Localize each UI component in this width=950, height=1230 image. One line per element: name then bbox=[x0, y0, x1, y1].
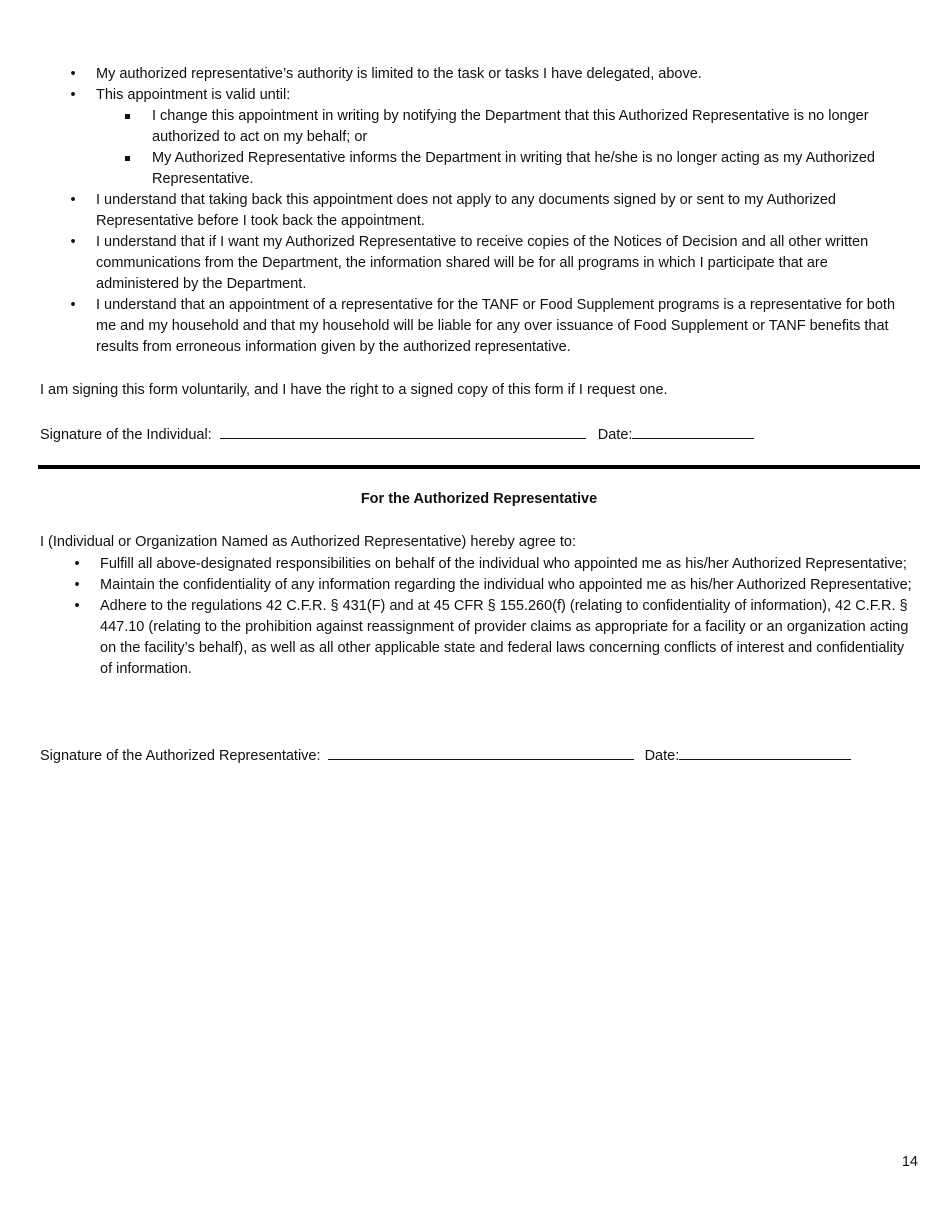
sub-list-item-text: My Authorized Representative informs the Department in writing that he/she is no longer acting as my Authorized Representative. bbox=[152, 150, 875, 187]
list-item bbox=[70, 232, 911, 295]
bullet-icon: • bbox=[70, 87, 76, 103]
representative-date-field[interactable] bbox=[679, 743, 851, 760]
list-item-text: I understand that an appointment of a representative for the TANF or Food Supplement programs is a representative for both me and my household and that my household will be liable for any over issuance of Food Supplement or TANF benefits that results from erroneous information given by the authorized representative. bbox=[96, 297, 896, 355]
list-item-text: Maintain the confidentiality of any information regarding the individual who appointed me as his/her Authorized Representative; bbox=[100, 577, 912, 593]
voluntary-statement: I am signing this form voluntarily, and I have the right to a signed copy of this form if I request one. bbox=[40, 382, 668, 398]
representative-date-label: Date: bbox=[644, 748, 680, 764]
list-item bbox=[70, 295, 911, 358]
representative-obligations-list bbox=[74, 554, 912, 680]
bullet-icon: • bbox=[74, 556, 80, 572]
list-item-text: I understand that if I want my Authorized Representative to receive copies of the Notices of Decision and all other written communications from the Department, the information shared will be for all programs in which I participate that are administered by the Department. bbox=[96, 234, 869, 292]
list-item bbox=[74, 554, 912, 575]
list-item-text: This appointment is valid until: bbox=[96, 87, 291, 103]
square-bullet-icon bbox=[125, 114, 130, 119]
representative-signature-row bbox=[40, 743, 851, 767]
bullet-icon: • bbox=[70, 66, 76, 82]
representative-signature-label: Signature of the Authorized Representative: bbox=[40, 748, 321, 764]
individual-signature-row bbox=[40, 422, 754, 446]
list-item bbox=[70, 190, 911, 232]
section-divider bbox=[38, 465, 920, 469]
list-item-text: Adhere to the regulations 42 C.F.R. § 431(F) and at 45 CFR § 155.260(f) (relating to confidentiality of information), 42 C.F.R. § 447.10 (relating to the prohibition against reassignment of provider claims as appropriate for a facility or an organization acting on the facility’s behalf), as well as all other applicable state and federal laws concerning conflicts of interest and confidentiality of information. bbox=[100, 598, 909, 677]
representative-agreement-intro: I (Individual or Organization Named as Authorized Representative) hereby agree to: bbox=[40, 534, 576, 550]
individual-signature-field[interactable] bbox=[220, 422, 586, 439]
list-item-text: Fulfill all above-designated responsibilities on behalf of the individual who appointed me as his/her Authorized Representative; bbox=[100, 556, 907, 572]
appointment-terms-list bbox=[70, 64, 911, 358]
sub-list-item-text: I change this appointment in writing by notifying the Department that this Authorized Representative is no longer authorized to act on my behalf; or bbox=[152, 108, 869, 145]
list-item-text: I understand that taking back this appointment does not apply to any documents signed by or sent to my Authorized Representative before I took back the appointment. bbox=[96, 192, 836, 229]
bullet-icon: • bbox=[70, 192, 76, 208]
list-item bbox=[74, 596, 912, 680]
sub-list-item bbox=[152, 148, 911, 190]
square-bullet-icon bbox=[125, 156, 130, 161]
page-number: 14 bbox=[901, 1154, 918, 1170]
bullet-icon: • bbox=[74, 598, 80, 614]
individual-date-label: Date: bbox=[597, 427, 633, 443]
validity-conditions-list bbox=[96, 106, 911, 190]
representative-signature-field[interactable] bbox=[328, 743, 634, 760]
bullet-icon: • bbox=[70, 297, 76, 313]
bullet-icon: • bbox=[74, 577, 80, 593]
individual-signature-label: Signature of the Individual: bbox=[40, 427, 212, 443]
list-item bbox=[70, 85, 911, 190]
list-item bbox=[70, 64, 911, 85]
individual-date-field[interactable] bbox=[632, 422, 754, 439]
representative-section-heading: For the Authorized Representative bbox=[360, 491, 598, 507]
bullet-icon: • bbox=[70, 234, 76, 250]
list-item-text: My authorized representative’s authority is limited to the task or tasks I have delegated, above. bbox=[96, 66, 702, 82]
list-item bbox=[74, 575, 912, 596]
sub-list-item bbox=[152, 106, 911, 148]
